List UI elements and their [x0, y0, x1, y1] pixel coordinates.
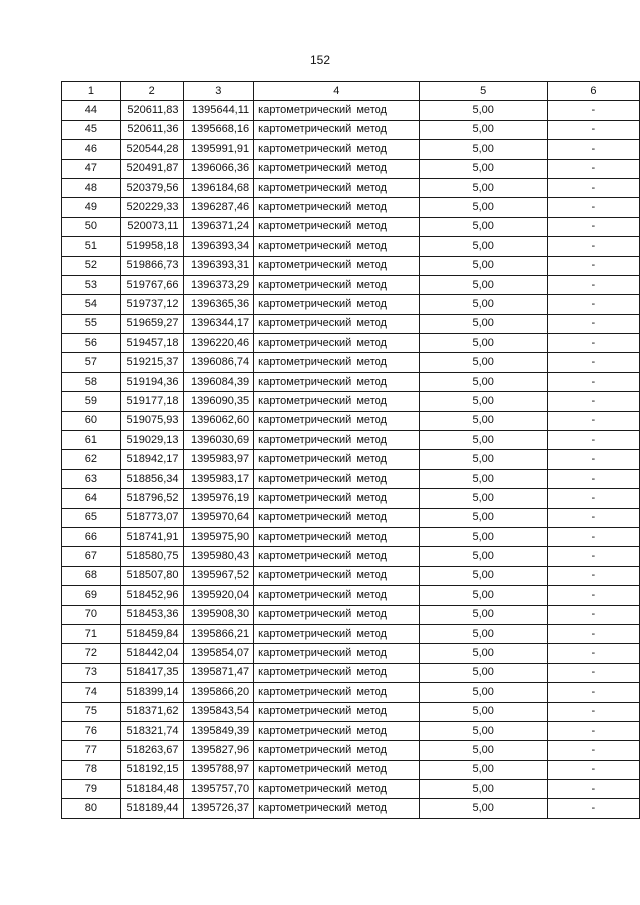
- description-cell: -: [547, 469, 639, 488]
- table-row: [62, 605, 640, 624]
- table-row: [62, 702, 640, 721]
- method-cell: картометрический метод: [254, 120, 419, 139]
- table-row: [62, 508, 640, 527]
- y-coordinate-cell: 1395849,39: [183, 721, 254, 740]
- method-cell: картометрический метод: [254, 760, 419, 779]
- x-coordinate-cell: 518459,84: [120, 624, 183, 643]
- method-cell: картометрический метод: [254, 450, 419, 469]
- table-row: [62, 275, 640, 294]
- point-number-cell: 50: [62, 217, 121, 236]
- x-coordinate-cell: 519767,66: [120, 275, 183, 294]
- method-cell: картометрический метод: [254, 624, 419, 643]
- coordinates-table: [61, 81, 640, 819]
- header-col-6: 6: [547, 82, 639, 101]
- y-coordinate-cell: 1395757,70: [183, 780, 254, 799]
- y-coordinate-cell: 1396066,36: [183, 159, 254, 178]
- y-coordinate-cell: 1395970,64: [183, 508, 254, 527]
- x-coordinate-cell: 518371,62: [120, 702, 183, 721]
- table-row: [62, 489, 640, 508]
- accuracy-cell: 5,00: [419, 547, 547, 566]
- x-coordinate-cell: 519177,18: [120, 392, 183, 411]
- x-coordinate-cell: 518184,48: [120, 780, 183, 799]
- x-coordinate-cell: 519075,93: [120, 411, 183, 430]
- accuracy-cell: 5,00: [419, 392, 547, 411]
- description-cell: -: [547, 527, 639, 546]
- description-cell: -: [547, 334, 639, 353]
- table-row: [62, 159, 640, 178]
- x-coordinate-cell: 520379,56: [120, 178, 183, 197]
- description-cell: -: [547, 586, 639, 605]
- description-cell: -: [547, 702, 639, 721]
- x-coordinate-cell: 520229,33: [120, 198, 183, 217]
- y-coordinate-cell: 1395871,47: [183, 663, 254, 682]
- x-coordinate-cell: 518773,07: [120, 508, 183, 527]
- description-cell: -: [547, 605, 639, 624]
- table-row: [62, 392, 640, 411]
- method-cell: картометрический метод: [254, 799, 419, 818]
- table-row: [62, 101, 640, 120]
- y-coordinate-cell: 1395827,96: [183, 741, 254, 760]
- table-row: [62, 217, 640, 236]
- accuracy-cell: 5,00: [419, 721, 547, 740]
- x-coordinate-cell: 519659,27: [120, 314, 183, 333]
- header-col-3: 3: [183, 82, 254, 101]
- table-row: [62, 198, 640, 217]
- x-coordinate-cell: 519737,12: [120, 295, 183, 314]
- y-coordinate-cell: 1396184,68: [183, 178, 254, 197]
- y-coordinate-cell: 1396086,74: [183, 353, 254, 372]
- y-coordinate-cell: 1395908,30: [183, 605, 254, 624]
- y-coordinate-cell: 1395980,43: [183, 547, 254, 566]
- y-coordinate-cell: 1395668,16: [183, 120, 254, 139]
- point-number-cell: 49: [62, 198, 121, 217]
- page-number: 152: [309, 53, 331, 67]
- accuracy-cell: 5,00: [419, 140, 547, 159]
- y-coordinate-cell: 1395967,52: [183, 566, 254, 585]
- accuracy-cell: 5,00: [419, 256, 547, 275]
- table-row: [62, 780, 640, 799]
- point-number-cell: 58: [62, 372, 121, 391]
- table-row: [62, 566, 640, 585]
- point-number-cell: 71: [62, 624, 121, 643]
- method-cell: картометрический метод: [254, 198, 419, 217]
- accuracy-cell: 5,00: [419, 237, 547, 256]
- method-cell: картометрический метод: [254, 392, 419, 411]
- x-coordinate-cell: 519215,37: [120, 353, 183, 372]
- y-coordinate-cell: 1395854,07: [183, 644, 254, 663]
- y-coordinate-cell: 1396365,36: [183, 295, 254, 314]
- y-coordinate-cell: 1395726,37: [183, 799, 254, 818]
- accuracy-cell: 5,00: [419, 586, 547, 605]
- description-cell: -: [547, 314, 639, 333]
- method-cell: картометрический метод: [254, 683, 419, 702]
- accuracy-cell: 5,00: [419, 624, 547, 643]
- y-coordinate-cell: 1395991,91: [183, 140, 254, 159]
- table-row: [62, 624, 640, 643]
- description-cell: -: [547, 178, 639, 197]
- method-cell: картометрический метод: [254, 741, 419, 760]
- table-row: [62, 741, 640, 760]
- description-cell: -: [547, 120, 639, 139]
- y-coordinate-cell: 1395975,90: [183, 527, 254, 546]
- header-col-5: 5: [419, 82, 547, 101]
- method-cell: картометрический метод: [254, 780, 419, 799]
- accuracy-cell: 5,00: [419, 275, 547, 294]
- y-coordinate-cell: 1395866,21: [183, 624, 254, 643]
- table-row: [62, 450, 640, 469]
- y-coordinate-cell: 1395983,97: [183, 450, 254, 469]
- description-cell: -: [547, 237, 639, 256]
- x-coordinate-cell: 520611,36: [120, 120, 183, 139]
- description-cell: -: [547, 256, 639, 275]
- accuracy-cell: 5,00: [419, 334, 547, 353]
- y-coordinate-cell: 1396090,35: [183, 392, 254, 411]
- accuracy-cell: 5,00: [419, 411, 547, 430]
- table-row: [62, 120, 640, 139]
- point-number-cell: 57: [62, 353, 121, 372]
- method-cell: картометрический метод: [254, 644, 419, 663]
- description-cell: -: [547, 431, 639, 450]
- x-coordinate-cell: 518507,80: [120, 566, 183, 585]
- method-cell: картометрический метод: [254, 721, 419, 740]
- method-cell: картометрический метод: [254, 101, 419, 120]
- accuracy-cell: 5,00: [419, 120, 547, 139]
- table-row: [62, 721, 640, 740]
- description-cell: -: [547, 780, 639, 799]
- y-coordinate-cell: 1396030,69: [183, 431, 254, 450]
- point-number-cell: 68: [62, 566, 121, 585]
- point-number-cell: 51: [62, 237, 121, 256]
- y-coordinate-cell: 1396220,46: [183, 334, 254, 353]
- accuracy-cell: 5,00: [419, 663, 547, 682]
- accuracy-cell: 5,00: [419, 760, 547, 779]
- table-row: [62, 799, 640, 818]
- y-coordinate-cell: 1395866,20: [183, 683, 254, 702]
- y-coordinate-cell: 1396393,31: [183, 256, 254, 275]
- description-cell: -: [547, 566, 639, 585]
- description-cell: -: [547, 683, 639, 702]
- method-cell: картометрический метод: [254, 372, 419, 391]
- point-number-cell: 56: [62, 334, 121, 353]
- y-coordinate-cell: 1396373,29: [183, 275, 254, 294]
- point-number-cell: 52: [62, 256, 121, 275]
- y-coordinate-cell: 1395983,17: [183, 469, 254, 488]
- x-coordinate-cell: 519194,36: [120, 372, 183, 391]
- accuracy-cell: 5,00: [419, 489, 547, 508]
- point-number-cell: 78: [62, 760, 121, 779]
- accuracy-cell: 5,00: [419, 314, 547, 333]
- y-coordinate-cell: 1396062,60: [183, 411, 254, 430]
- accuracy-cell: 5,00: [419, 741, 547, 760]
- point-number-cell: 47: [62, 159, 121, 178]
- accuracy-cell: 5,00: [419, 683, 547, 702]
- table-row: [62, 314, 640, 333]
- accuracy-cell: 5,00: [419, 702, 547, 721]
- point-number-cell: 66: [62, 527, 121, 546]
- description-cell: -: [547, 760, 639, 779]
- y-coordinate-cell: 1396084,39: [183, 372, 254, 391]
- table-row: [62, 586, 640, 605]
- description-cell: -: [547, 217, 639, 236]
- x-coordinate-cell: 519866,73: [120, 256, 183, 275]
- description-cell: -: [547, 508, 639, 527]
- x-coordinate-cell: 518452,96: [120, 586, 183, 605]
- table-row: [62, 527, 640, 546]
- point-number-cell: 44: [62, 101, 121, 120]
- accuracy-cell: 5,00: [419, 217, 547, 236]
- x-coordinate-cell: 519029,13: [120, 431, 183, 450]
- description-cell: -: [547, 799, 639, 818]
- accuracy-cell: 5,00: [419, 101, 547, 120]
- accuracy-cell: 5,00: [419, 159, 547, 178]
- accuracy-cell: 5,00: [419, 799, 547, 818]
- method-cell: картометрический метод: [254, 605, 419, 624]
- table-row: [62, 372, 640, 391]
- description-cell: -: [547, 644, 639, 663]
- description-cell: -: [547, 159, 639, 178]
- method-cell: картометрический метод: [254, 586, 419, 605]
- description-cell: -: [547, 547, 639, 566]
- x-coordinate-cell: 520491,87: [120, 159, 183, 178]
- y-coordinate-cell: 1395644,11: [183, 101, 254, 120]
- table-row: [62, 547, 640, 566]
- x-coordinate-cell: 518442,04: [120, 644, 183, 663]
- x-coordinate-cell: 518453,36: [120, 605, 183, 624]
- accuracy-cell: 5,00: [419, 605, 547, 624]
- table-row: [62, 431, 640, 450]
- table-row: [62, 295, 640, 314]
- point-number-cell: 76: [62, 721, 121, 740]
- header-col-1: 1: [62, 82, 121, 101]
- description-cell: -: [547, 721, 639, 740]
- y-coordinate-cell: 1396287,46: [183, 198, 254, 217]
- method-cell: картометрический метод: [254, 508, 419, 527]
- point-number-cell: 72: [62, 644, 121, 663]
- point-number-cell: 74: [62, 683, 121, 702]
- method-cell: картометрический метод: [254, 140, 419, 159]
- x-coordinate-cell: 518417,35: [120, 663, 183, 682]
- method-cell: картометрический метод: [254, 353, 419, 372]
- accuracy-cell: 5,00: [419, 198, 547, 217]
- x-coordinate-cell: 519457,18: [120, 334, 183, 353]
- table-row: [62, 644, 640, 663]
- method-cell: картометрический метод: [254, 217, 419, 236]
- description-cell: -: [547, 198, 639, 217]
- table-row: [62, 237, 640, 256]
- method-cell: картометрический метод: [254, 314, 419, 333]
- x-coordinate-cell: 518263,67: [120, 741, 183, 760]
- point-number-cell: 59: [62, 392, 121, 411]
- accuracy-cell: 5,00: [419, 644, 547, 663]
- table-row: [62, 140, 640, 159]
- point-number-cell: 53: [62, 275, 121, 294]
- method-cell: картометрический метод: [254, 159, 419, 178]
- x-coordinate-cell: 518942,17: [120, 450, 183, 469]
- x-coordinate-cell: 518189,44: [120, 799, 183, 818]
- x-coordinate-cell: 520611,83: [120, 101, 183, 120]
- method-cell: картометрический метод: [254, 547, 419, 566]
- point-number-cell: 63: [62, 469, 121, 488]
- accuracy-cell: 5,00: [419, 450, 547, 469]
- point-number-cell: 46: [62, 140, 121, 159]
- method-cell: картометрический метод: [254, 431, 419, 450]
- point-number-cell: 79: [62, 780, 121, 799]
- point-number-cell: 48: [62, 178, 121, 197]
- point-number-cell: 62: [62, 450, 121, 469]
- accuracy-cell: 5,00: [419, 469, 547, 488]
- y-coordinate-cell: 1396371,24: [183, 217, 254, 236]
- point-number-cell: 69: [62, 586, 121, 605]
- x-coordinate-cell: 518856,34: [120, 469, 183, 488]
- x-coordinate-cell: 518192,15: [120, 760, 183, 779]
- description-cell: -: [547, 353, 639, 372]
- point-number-cell: 70: [62, 605, 121, 624]
- method-cell: картометрический метод: [254, 663, 419, 682]
- description-cell: -: [547, 140, 639, 159]
- y-coordinate-cell: 1395920,04: [183, 586, 254, 605]
- accuracy-cell: 5,00: [419, 353, 547, 372]
- x-coordinate-cell: 518399,14: [120, 683, 183, 702]
- table-row: [62, 411, 640, 430]
- x-coordinate-cell: 519958,18: [120, 237, 183, 256]
- x-coordinate-cell: 520544,28: [120, 140, 183, 159]
- method-cell: картометрический метод: [254, 178, 419, 197]
- point-number-cell: 45: [62, 120, 121, 139]
- table-row: [62, 178, 640, 197]
- point-number-cell: 64: [62, 489, 121, 508]
- header-col-2: 2: [120, 82, 183, 101]
- description-cell: -: [547, 450, 639, 469]
- description-cell: -: [547, 295, 639, 314]
- table-row: [62, 683, 640, 702]
- method-cell: картометрический метод: [254, 411, 419, 430]
- y-coordinate-cell: 1395788,97: [183, 760, 254, 779]
- y-coordinate-cell: 1396393,34: [183, 237, 254, 256]
- y-coordinate-cell: 1396344,17: [183, 314, 254, 333]
- accuracy-cell: 5,00: [419, 566, 547, 585]
- method-cell: картометрический метод: [254, 295, 419, 314]
- table-row: [62, 760, 640, 779]
- description-cell: -: [547, 411, 639, 430]
- description-cell: -: [547, 489, 639, 508]
- table-row: [62, 663, 640, 682]
- point-number-cell: 61: [62, 431, 121, 450]
- point-number-cell: 67: [62, 547, 121, 566]
- method-cell: картометрический метод: [254, 469, 419, 488]
- description-cell: -: [547, 741, 639, 760]
- table-header-row: [62, 82, 640, 101]
- description-cell: -: [547, 101, 639, 120]
- accuracy-cell: 5,00: [419, 527, 547, 546]
- point-number-cell: 54: [62, 295, 121, 314]
- x-coordinate-cell: 518321,74: [120, 721, 183, 740]
- method-cell: картометрический метод: [254, 489, 419, 508]
- point-number-cell: 77: [62, 741, 121, 760]
- accuracy-cell: 5,00: [419, 178, 547, 197]
- point-number-cell: 75: [62, 702, 121, 721]
- description-cell: -: [547, 275, 639, 294]
- table-body: [62, 101, 640, 818]
- point-number-cell: 65: [62, 508, 121, 527]
- x-coordinate-cell: 518796,52: [120, 489, 183, 508]
- header-col-4: 4: [254, 82, 419, 101]
- description-cell: -: [547, 624, 639, 643]
- accuracy-cell: 5,00: [419, 295, 547, 314]
- x-coordinate-cell: 518741,91: [120, 527, 183, 546]
- method-cell: картометрический метод: [254, 275, 419, 294]
- table-row: [62, 469, 640, 488]
- accuracy-cell: 5,00: [419, 372, 547, 391]
- accuracy-cell: 5,00: [419, 508, 547, 527]
- point-number-cell: 73: [62, 663, 121, 682]
- table-row: [62, 334, 640, 353]
- method-cell: картометрический метод: [254, 702, 419, 721]
- description-cell: -: [547, 372, 639, 391]
- method-cell: картометрический метод: [254, 566, 419, 585]
- accuracy-cell: 5,00: [419, 780, 547, 799]
- accuracy-cell: 5,00: [419, 431, 547, 450]
- y-coordinate-cell: 1395976,19: [183, 489, 254, 508]
- point-number-cell: 80: [62, 799, 121, 818]
- point-number-cell: 60: [62, 411, 121, 430]
- point-number-cell: 55: [62, 314, 121, 333]
- description-cell: -: [547, 663, 639, 682]
- x-coordinate-cell: 520073,11: [120, 217, 183, 236]
- table-row: [62, 256, 640, 275]
- description-cell: -: [547, 392, 639, 411]
- y-coordinate-cell: 1395843,54: [183, 702, 254, 721]
- method-cell: картометрический метод: [254, 256, 419, 275]
- x-coordinate-cell: 518580,75: [120, 547, 183, 566]
- method-cell: картометрический метод: [254, 334, 419, 353]
- method-cell: картометрический метод: [254, 527, 419, 546]
- table-row: [62, 353, 640, 372]
- method-cell: картометрический метод: [254, 237, 419, 256]
